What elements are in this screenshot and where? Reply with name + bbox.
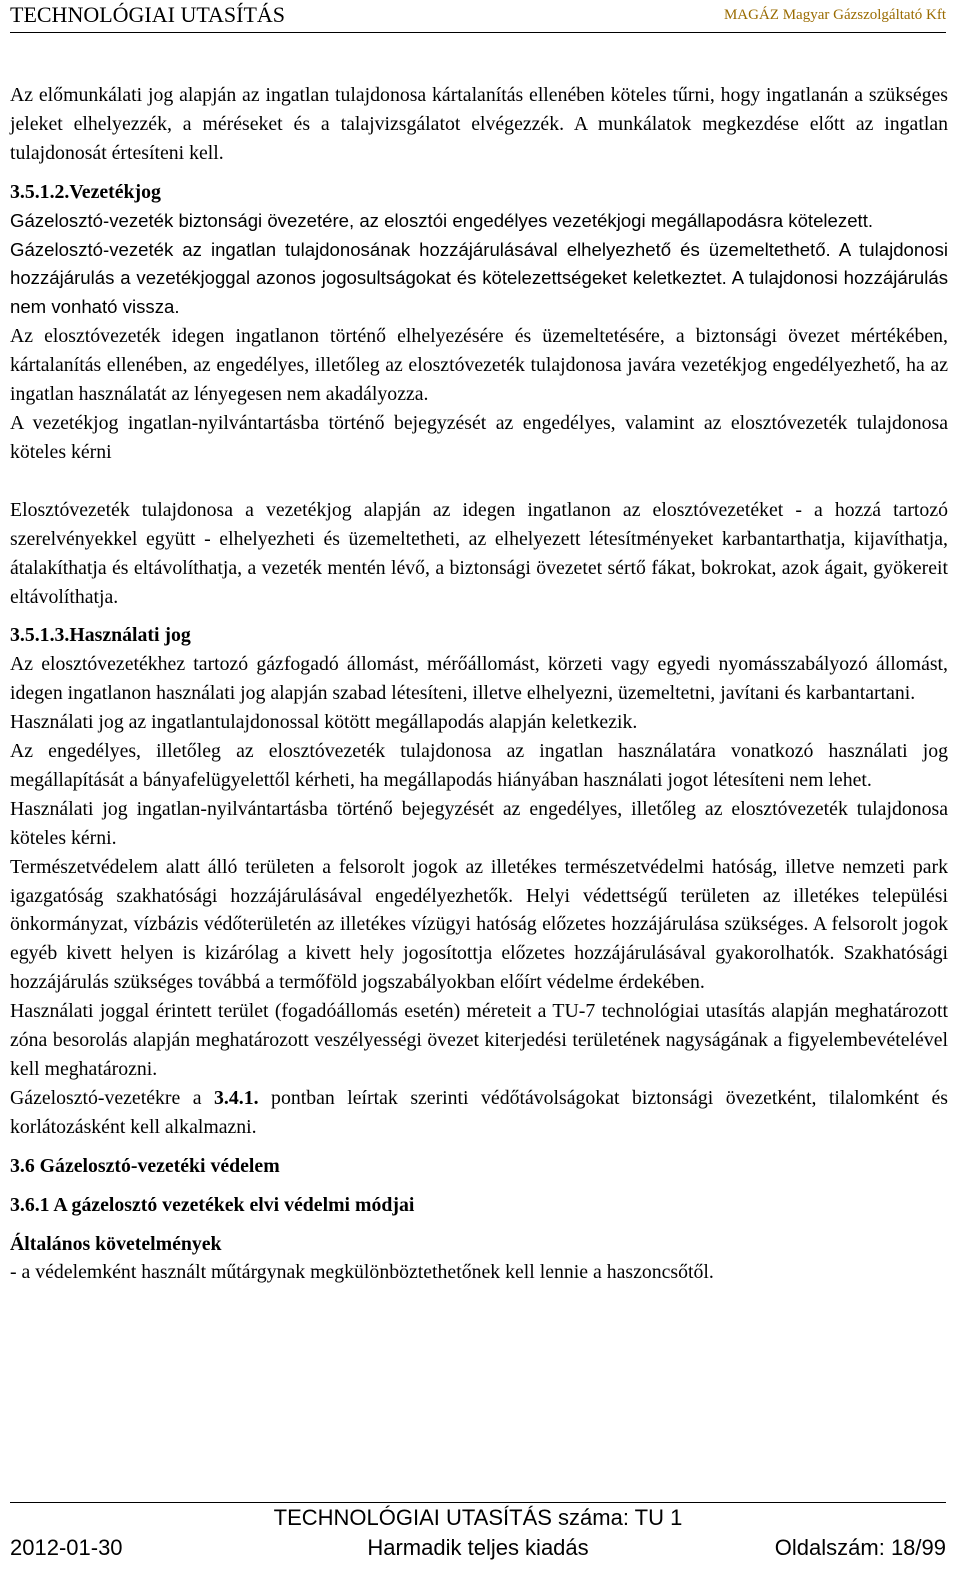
paragraph-hasznalati-7-end: pontban leírtak szerinti védőtávolságokat biztonsági övezetként, tilalomként és korlátozásként kell alkalmazni.: [10, 1086, 948, 1138]
paragraph-hasznalati-4: Használati jog ingatlan-nyilvántartásba történő bejegyzését az engedélyes, illetőleg az elosztóvezeték tulajdonosa köteles kérni.: [10, 797, 948, 849]
paragraph-hasznalati-6: Használati joggal érintett terület (fogadóállomás esetén) méreteit a TU-7 technológiai utasítás alapján meghatározott zóna besorolás alapján meghatározott veszélyességi övezet kiterjedési területének nagyságának a figyelembevételével kell meghatározni.: [10, 1000, 948, 1080]
section-reference: 3.4.1.: [214, 1086, 259, 1109]
document-body: [10, 81, 948, 1287]
footer-title: TECHNOLÓGIAI UTASÍTÁS száma: TU 1: [273, 1505, 683, 1530]
heading-3-6: 3.6 Gázelosztó-vezetéki védelem: [10, 1154, 280, 1177]
paragraph-vezetekjog-4: A vezetékjog ingatlan-nyilvántartásba történő bejegyzését az engedélyes, valamint az elosztóvezeték tulajdonosa köteles kérni: [10, 411, 948, 463]
header-company: MAGÁZ Magyar Gázszolgáltató Kft: [723, 7, 946, 23]
footer-date: 2012-01-30: [10, 1535, 123, 1560]
paragraph-vezetekjog-1: Gázelosztó-vezeték biztonsági övezetére, az elosztói engedélyes vezetékjogi megállapodásra kötelezett.: [10, 209, 874, 231]
paragraph-vezetekjog-2: Gázelosztó-vezeték az ingatlan tulajdonosának hozzájárulásával elhelyezhető és üzemeltethető. A tulajdonosi hozzájárulás a vezetékjoggal azonos jogosultságokat és kötelezettségeket keletkeztet. A tulajdonosi hozzájárulás nem vonható vissza.: [10, 238, 948, 318]
paragraph-hasznalati-5: Természetvédelem alatt álló területen a felsorolt jogok az illetékes természetvédelmi hatóság, illetve nemzeti park igazgatóság szakhatósági hozzájárulásával engedélyezhetők. Helyi védettségű területen az illetékes települési önkormányzat, vízbázis védőterületén az illetékes vízügyi hatóság előzetes hozzájárulása szükséges. A felsorolt jogok egyéb kivett helyen is kizárólag a kivett hely jogosítottja előzetes hozzájárulásával gyakorolhatók. Szakhatósági hozzájárulás szükséges továbbá a termőföld jogszabályokban előírt védelme érdekében.: [10, 855, 948, 994]
heading-3-5-1-2: 3.5.1.2.Vezetékjog: [10, 180, 161, 203]
paragraph-vezetekjog-3: Az elosztóvezeték idegen ingatlanon történő elhelyezésére és üzemeltetésére, a biztonsági övezet mértékében, kártalanítás ellenében, az engedélyes, illetőleg az elosztóvezeték tulajdonosa javára vezetékjog engedélyezhető, ha az ingatlan használatát az lényegesen nem akadályozza.: [10, 325, 948, 406]
footer-edition: Harmadik teljes kiadás: [367, 1535, 589, 1560]
heading-3-6-1: 3.6.1 A gázelosztó vezetékek elvi védelmi módjai: [10, 1193, 415, 1216]
paragraph-vezetekjog-5: Elosztóvezeték tulajdonosa a vezetékjog alapján az idegen ingatlanon az elosztóvezetéket - a hozzá tartozó szerelvényekkel együtt - elhelyezheti és üzemeltetheti, az elhelyezett létesítményeket karbantarthatja, kijavíthatja, átalakíthatja és eltávolíthatja, a vezeték mentén lévő, a biztonsági övezetet sértő fákat, bokrokat, azok ágait, gyökereit eltávolíthatja.: [10, 498, 948, 608]
paragraph-hasznalati-1: Az elosztóvezetékhez tartozó gázfogadó állomást, mérőállomást, körzeti vagy egyedi nyomásszabályozó állomást, idegen ingatlanon használati jog alapján szabad létesíteni, illetve elhelyezni, üzemeltetni, javítani és karbantartani.: [10, 653, 948, 705]
paragraph-hasznalati-3: Az engedélyes, illetőleg az elosztóvezeték tulajdonosa az ingatlan használatára vonatkozó használati jog megállapítását a bányafelügyelettől kérheti, ha megállapodás hiányában használati jogot létesíteni nem lehet.: [10, 740, 948, 791]
paragraph-altalanos-1: - a védelemként használt műtárgynak megkülönböztethetőnek kell lennie a haszoncsőtől.: [10, 1261, 714, 1284]
paragraph-intro: Az előmunkálati jog alapján az ingatlan tulajdonosa kártalanítás ellenében köteles tűrni, hogy ingatlanán a szükséges jeleket elhelyezzék, a méréseket és a talajvizsgálatot elvégezzék. A munkálatok megkezdése előtt az ingatlan tulajdonosát értesíteni kell.: [10, 84, 948, 164]
heading-3-5-1-3: 3.5.1.3.Használati jog: [10, 624, 191, 647]
paragraph-hasznalati-7-start: Gázelosztó-vezetékre a: [10, 1086, 215, 1109]
paragraph-hasznalati-7: [10, 1084, 948, 1142]
footer-page-number: Oldalszám: 18/99: [774, 1535, 946, 1560]
page-header: [10, 0, 946, 33]
page-footer: [10, 1502, 946, 1567]
header-title: TECHNOLÓGIAI UTASÍTÁS: [10, 2, 286, 27]
heading-altalanos: Általános követelmények: [10, 1232, 222, 1255]
paragraph-hasznalati-2: Használati jog az ingatlantulajdonossal kötött megállapodás alapján keletkezik.: [10, 711, 638, 734]
